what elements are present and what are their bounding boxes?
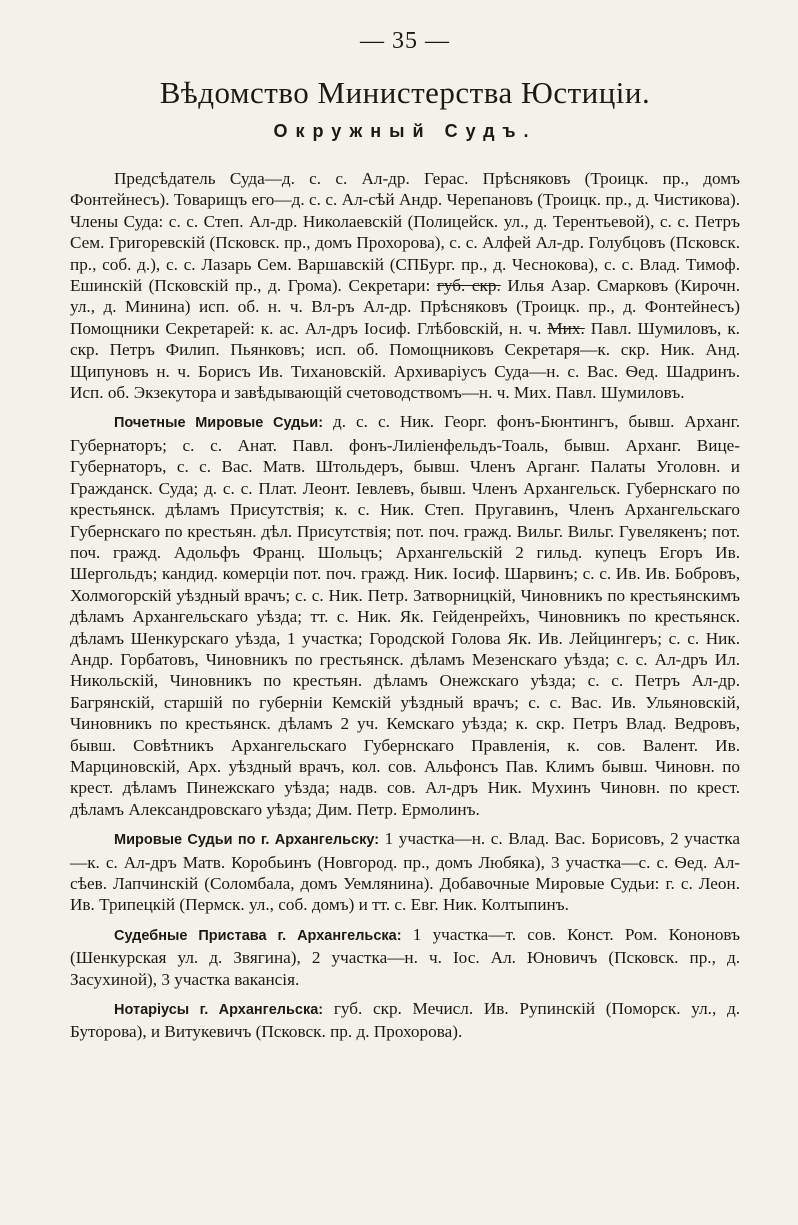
page-number: — 35 — bbox=[360, 28, 450, 54]
paragraph-lead: Почетные Мировые Судьи: bbox=[114, 415, 324, 432]
paragraph-text: д. с. с. Ник. Георг. фонъ-Бюнтингъ, бывш. Арханг. Губернаторъ; с. с. Анат. Павл. фонъ-Лиліенфельдъ-Тоаль, бывш. Арханг. Вице-Губернаторъ, с. с. Вас. Матв. Штольдеръ, бывш. Членъ Арганг. Палаты Уголовн. и Гражданск. Суда; д. с. с. Плат. Леонт. Іевлевъ, бывш. Членъ Архангельск. Губернскаго по крестьянск. дѣламъ Присутствія; к. с. Ник. Степ. Пругавинъ, Членъ Архангельскаго Губернскаго по крестьян. дѣл. Присутствія; пот. поч. гражд. Вильг. Вильг. Гувелякенъ; пот. поч. гражд. Адольфъ Франц. Шольцъ; Архангельскій 2 гильд. купецъ Егоръ Ив. Шергольдъ; кандид. комерціи пот. поч. гражд. Ник. Іосиф. Шарвинъ; с. с. Ив. Ив. Бобровъ, Холмогорскій уѣздный врачъ; с. с. Ник. Петр. Затворницкій, Чиновникъ по крестьянскимъ дѣламъ Архангельскаго уѣзда; тт. с. Ник. Як. Гейденрейхъ, Чиновникъ по крестьянск. дѣламъ Шенкурскаго уѣзда, 1 участка; Городской Голова Як. Ив. Лейцингеръ; с. с. Ник. Андр. Горбатовъ, Чиновникъ по грестьянск. дѣламъ Мезенскаго уѣзда; с. с. Ал-дръ Ил. Никольскій, Чиновникъ по крестьян. дѣламъ Онежскаго уѣзда; с. с. Петръ Ал-др. Багрянскій, старшій по губерніи Кемскій уѣздный врачъ; с. с. Вас. Ив. Ульяновскій, Чиновникъ по крестьянск. дѣламъ 2 уч. Кемскаго уѣзда; к. скр. Петръ Влад. Ведровъ, бывш. Совѣтникъ Архангельскаго Губернскаго Правленія, к. сов. Валент. Ив. Марциновскій, Арх. уѣздный врачъ, кол. сов. Альфонсъ Пав. Климъ бывш. Чиновн. по крест. дѣламъ Пинежскаго уѣзда; надв. сов. Ал-дръ Ник. Мухинъ Чиновн. по крест. дѣламъ Александровскаго уѣзда; Дим. Петр. Ермолинъ. bbox=[70, 412, 740, 819]
paragraph-lead: Нотаріусы г. Архангельска: bbox=[114, 1002, 324, 1019]
paragraph-lead: Судебные Пристава г. Архангельска: bbox=[114, 927, 402, 944]
struck-text: Мих. bbox=[547, 318, 585, 338]
paragraph bbox=[70, 924, 740, 990]
paragraph bbox=[70, 168, 740, 403]
paragraph bbox=[70, 411, 740, 820]
ministry-title: Вѣдомство Министерства Юстиціи. bbox=[159, 75, 651, 110]
paragraph bbox=[70, 998, 740, 1043]
body-text bbox=[70, 168, 740, 1043]
section-title: Окружный Судъ. bbox=[273, 121, 537, 141]
paragraph-text: 1 участка—н. с. Влад. Вас. Борисовъ, 2 участка—к. с. Ал-дръ Матв. Коробьинъ (Новгород. пр., домъ Любяка), 3 участка—с. с. Ѳед. Ал-сѣев. Лапчинскій (Соломбала, домъ Уемлянина). Добавочные Мировые Судьи: г. с. Леон. Ив. Трипецкій (Пермск. ул., соб. домъ) и тт. с. Евг. Ник. Колтыпинъ. bbox=[70, 829, 740, 915]
paragraph-text: губ. скр. Мечисл. Ив. Рупинскій (Поморск. ул., д. Буторова), и Витукевичъ (Псковск. пр. д. Прохорова). bbox=[70, 999, 740, 1042]
document-page bbox=[70, 28, 740, 1047]
paragraph-lead: Мировые Судьи по г. Архангельску: bbox=[114, 832, 380, 849]
paragraph-text: 1 участка—т. сов. Конст. Ром. Кононовъ (Шенкурская ул. д. Звягина), 2 участка—н. ч. Іос. Ал. Юновичъ (Псковск. пр., д. Засухиной), 3 участка вакансія. bbox=[70, 924, 740, 989]
struck-text: губ. скр. bbox=[436, 276, 501, 296]
paragraph-text: Павл. Шумиловъ, к. скр. Петръ Филип. Пьянковъ; исп. об. Помощниковъ Секретаря—к. скр. Ник. Анд. Щипуновъ н. ч. Борисъ Ив. Тихановскій. Архиваріусъ Суда—н. с. Вас. Ѳед. Шадринъ. Исп. об. Экзекутора и завѣдывающій счетоводствомъ—н. ч. Мих. Павл. Шумиловъ. bbox=[70, 318, 740, 403]
paragraph bbox=[70, 828, 740, 916]
paragraph-text: Предсѣдатель Суда—д. с. с. Ал-др. Герас. Прѣсняковъ (Троицк. пр., домъ Фонтейнесъ). Товарищъ его—д. с. с. Ал-сѣй Андр. Черепановъ (Троицк. пр., д. Чистикова). Члены Суда: с. с. Степ. Ал-др. Николаевскій (Полицейск. ул., д. Терентьевой), с. с. Петръ Сем. Григоревскій (Псковск. пр., домъ Прохорова), с. с. Алфей Ал-др. Голубцовъ (Псковск. пр., соб. д.), с. с. Лазарь Сем. Варшавскій (СПБург. пр., д. Чеснокова), с. с. Влад. Тимоф. Ешинскій (Псковскій пр., д. Грома). Секретари: bbox=[70, 169, 740, 296]
paragraph-text: Илья Азар. Смарковъ (Кирочн. ул., д. Минина) исп. об. н. ч. Вл-ръ Ал-др. Прѣсняковъ (Троицк. пр., д. Фонтейнесъ) Помощники Секретарей: к. ас. Ал-дръ Іосиф. Глѣбовскій, н. ч. bbox=[70, 276, 741, 338]
